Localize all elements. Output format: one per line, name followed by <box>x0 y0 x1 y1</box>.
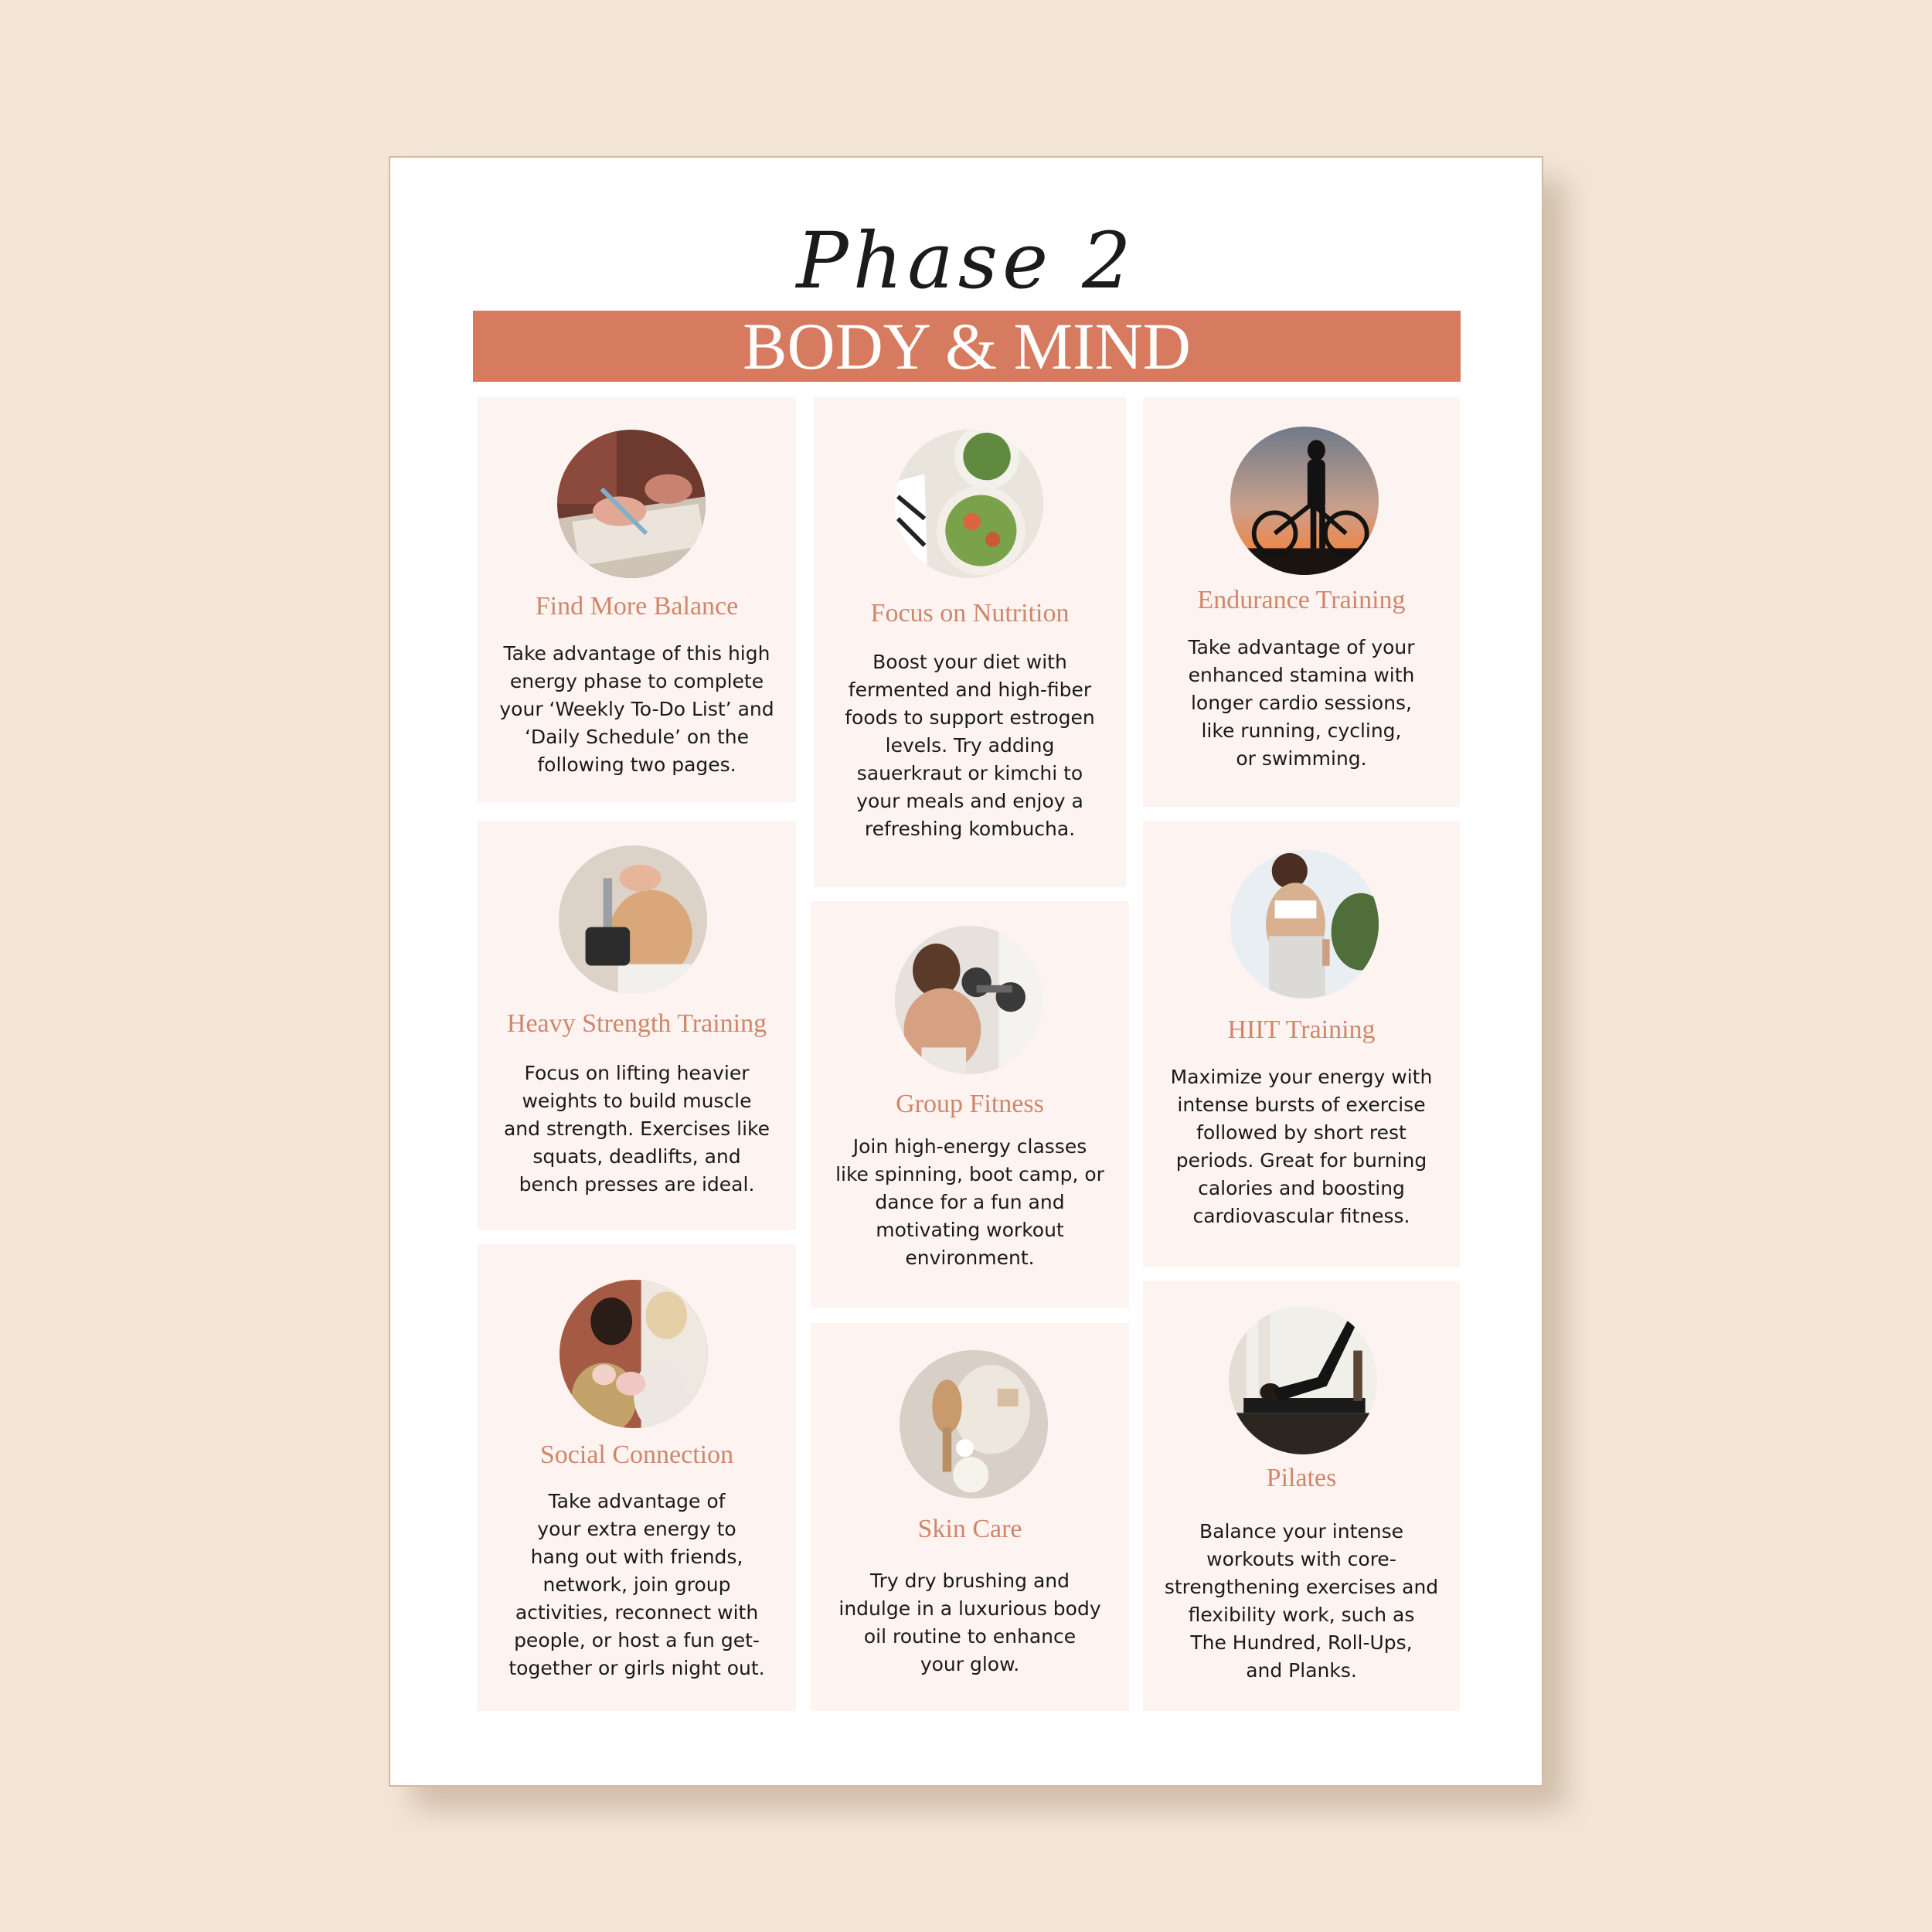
card-body-line: following two pages. <box>537 753 736 776</box>
card-title: Heavy Strength Training <box>506 1009 767 1038</box>
athlete-outdoors-photo <box>1230 850 1379 998</box>
card-body-line: workouts with core- <box>1206 1548 1396 1570</box>
card-body-line: bench presses are ideal. <box>519 1173 755 1196</box>
card-group-fitness <box>811 901 1129 1308</box>
friends-with-babies-photo <box>560 1280 708 1428</box>
phase-script-title: Phase 2 <box>796 216 1136 306</box>
card-body-line: strengthening exercises and <box>1164 1576 1439 1598</box>
card-body <box>478 1488 796 1682</box>
card-title: Focus on Nutrition <box>870 599 1070 628</box>
card-body <box>1143 634 1460 773</box>
card-body-line: hang out with friends, <box>530 1546 743 1568</box>
card-body-line: Boost your diet with <box>872 651 1067 673</box>
card-body-line: weights to build muscle <box>522 1090 752 1112</box>
card-title: Skin Care <box>917 1515 1022 1543</box>
card-body-line: indulge in a luxurious body <box>838 1597 1101 1620</box>
card-body <box>811 1133 1129 1272</box>
card-body-line: activities, reconnect with <box>515 1601 759 1624</box>
card-body-line: cardiovascular fitness. <box>1192 1205 1410 1227</box>
card-body-line: sauerkraut or kimchi to <box>856 762 1083 784</box>
card-body-line: foods to support estrogen <box>845 706 1095 729</box>
card-body-line: like running, cycling, <box>1201 719 1402 742</box>
card-body-line: oil routine to enhance <box>863 1625 1077 1648</box>
card-heavy-strength-training <box>478 821 796 1230</box>
card-body-line: Take advantage of your <box>1188 636 1415 658</box>
card-title: Pilates <box>1266 1464 1337 1492</box>
card-body-line: periods. Great for burning <box>1175 1149 1427 1172</box>
card-hiit-training <box>1143 821 1460 1267</box>
card-body <box>814 648 1126 843</box>
body-mind-banner: BODY & MIND <box>473 311 1461 382</box>
card-body-line: followed by short rest <box>1196 1121 1406 1144</box>
card-body-line: Take advantage of this high <box>503 642 770 665</box>
journaling-photo <box>557 430 706 578</box>
card-body-line: and strength. Exercises like <box>503 1117 770 1140</box>
card-body-line: Join high-energy classes <box>852 1135 1087 1158</box>
card-title: Social Connection <box>539 1440 734 1469</box>
card-pilates <box>1143 1281 1460 1711</box>
card-body-line: and Planks. <box>1246 1659 1357 1682</box>
dumbbell-lift-photo <box>559 845 707 994</box>
card-body-line: network, join group <box>543 1573 731 1596</box>
card-body-line: energy phase to complete <box>509 670 764 692</box>
card-social-connection <box>478 1244 796 1711</box>
card-body-line: your ‘Weekly To-Do List’ and <box>499 698 774 720</box>
dumbbell-curl-photo <box>895 926 1043 1074</box>
card-body-line: ‘Daily Schedule’ on the <box>524 726 750 748</box>
card-body-line: your glow. <box>920 1653 1020 1675</box>
card-body-line: environment. <box>905 1247 1035 1269</box>
card-skin-care <box>811 1323 1129 1711</box>
card-title: HIIT Training <box>1227 1015 1376 1044</box>
card-body-line: people, or host a fun get- <box>514 1629 760 1651</box>
card-body <box>1143 1518 1460 1685</box>
card-body-line: squats, deadlifts, and <box>532 1145 741 1168</box>
card-body <box>1143 1063 1460 1230</box>
card-focus-on-nutrition <box>814 397 1126 887</box>
salad-bowls-photo <box>895 430 1043 578</box>
card-find-more-balance <box>478 397 796 802</box>
card-body-line: longer cardio sessions, <box>1190 692 1413 714</box>
card-body-line: your meals and enjoy a <box>856 790 1083 812</box>
card-body-line: Maximize your energy with <box>1170 1066 1433 1088</box>
dry-brush-photo <box>900 1350 1048 1498</box>
card-body-line: The Hundred, Roll-Ups, <box>1190 1631 1413 1654</box>
card-title: Find More Balance <box>535 592 739 621</box>
card-body-line: enhanced stamina with <box>1188 664 1415 686</box>
card-title: Group Fitness <box>896 1090 1044 1118</box>
card-body-line: Take advantage of <box>548 1490 726 1512</box>
planner-page <box>389 156 1543 1787</box>
card-body-line: motivating workout <box>876 1219 1064 1241</box>
card-body-line: or swimming. <box>1236 747 1367 770</box>
card-body-line: dance for a fun and <box>875 1191 1065 1213</box>
card-body <box>478 1060 796 1199</box>
reformer-pilates-photo <box>1229 1306 1377 1454</box>
card-body-line: fermented and high-fiber <box>848 679 1092 701</box>
card-body-line: Try dry brushing and <box>869 1570 1070 1592</box>
card-body-line: intense bursts of exercise <box>1177 1094 1426 1116</box>
card-endurance-training <box>1143 397 1460 807</box>
card-body-line: refreshing kombucha. <box>864 818 1076 840</box>
card-body-line: together or girls night out. <box>509 1657 765 1679</box>
card-body-line: your extra energy to <box>537 1518 736 1540</box>
cyclist-silhouette-photo <box>1230 427 1379 575</box>
card-body <box>811 1567 1129 1679</box>
card-body-line: flexibility work, such as <box>1188 1604 1415 1626</box>
card-body-line: Balance your intense <box>1199 1520 1404 1543</box>
card-title: Endurance Training <box>1197 586 1406 614</box>
card-body-line: Focus on lifting heavier <box>524 1062 750 1084</box>
card-body-line: calories and boosting <box>1198 1177 1405 1199</box>
card-body <box>478 640 796 779</box>
card-body-line: levels. Try adding <box>885 734 1055 757</box>
card-body-line: like spinning, boot camp, or <box>835 1163 1104 1185</box>
